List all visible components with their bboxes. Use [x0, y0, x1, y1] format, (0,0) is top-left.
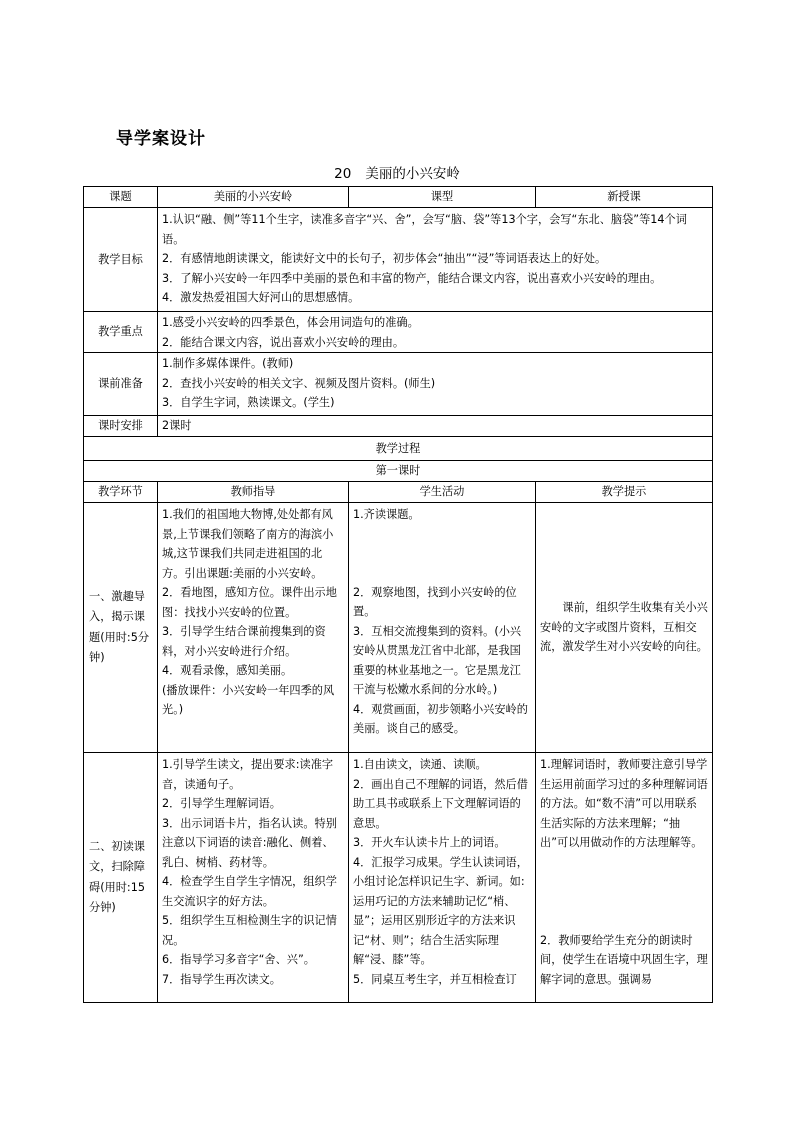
teacher-step: (播放课件：小兴安岭一年四季的风光。) [162, 683, 335, 716]
student-activity [349, 503, 536, 753]
prep-item: 2．查找小兴安岭的相关文字、视频及图片资料。(师生) [162, 376, 436, 390]
teaching-tips [536, 753, 713, 1003]
process-header-row [84, 482, 713, 503]
page-heading: 导学案设计 [116, 129, 206, 149]
header-teacher: 教师指导 [158, 482, 349, 503]
student-activity [349, 753, 536, 1003]
type-value: 新授课 [536, 187, 713, 208]
teacher-step: 1.我们的祖国地大物博,处处都有风景,上节课我们领略了南方的海滨小城,这节课我们共同走进祖国的北方。引出课题:美丽的小兴安岭。 [162, 508, 334, 580]
student-step: 4．汇报学习成果。学生认读词语，小组讨论怎样识记生字、新词。如:运用巧记的方法来辅助记忆“梢、显”；运用区别形近字的方法来识记“材、则”；结合生活实际理解“浸、膝”等。 [353, 855, 528, 966]
header-student: 学生活动 [349, 482, 536, 503]
teaching-tips [536, 503, 713, 753]
student-step: 2．画出自己不理解的词语，然后借助工具书或联系上下文理解词语的意思。 [353, 777, 528, 830]
student-step: 3．开火车认读卡片上的词语。 [353, 836, 506, 849]
prep-cell [158, 353, 713, 416]
lesson-title [0, 162, 794, 182]
goal-item: 3．了解小兴安岭一年四季中美丽的景色和丰富的物产，能结合课文内容，说出喜欢小兴安岭的理由。 [162, 271, 662, 285]
teacher-step: 7．指导学生再次读文。 [162, 972, 281, 986]
key-label: 教学重点 [84, 312, 158, 353]
tip-item: 1.理解词语时，教师要注意引导学生运用前面学习过的多种理解词语的方法。如“数不清”可以用联系生活实际的方法来理解；“抽出”可以用做动作的方法理解等。 [540, 758, 708, 849]
teacher-step: 4．检查学生自学生字情况，组织学生交流识字的好方法。 [162, 875, 337, 908]
lesson-number: 20 [334, 166, 352, 182]
lesson-name: 美丽的小兴安岭 [365, 166, 460, 182]
lesson-plan-table [83, 186, 713, 1003]
prep-label: 课前准备 [84, 353, 158, 416]
course-value: 美丽的小兴安岭 [158, 187, 349, 208]
prep-row [84, 353, 713, 416]
key-row [84, 312, 713, 353]
header-tips: 教学提示 [536, 482, 713, 503]
teacher-step: 1.引导学生读文，提出要求:读准字音，读通句子。 [162, 758, 334, 791]
teacher-step: 6．指导学习多音字“舍、兴”。 [162, 953, 315, 966]
process-title-row [84, 437, 713, 461]
teacher-guidance [158, 503, 349, 753]
type-label: 课型 [349, 187, 536, 208]
period-title: 第一课时 [84, 461, 713, 482]
student-step: 2．观察地图，找到小兴安岭的位置。 [353, 585, 517, 618]
teacher-step: 3．出示词语卡片，指名认读。特别注意以下词语的读音:融化、侧着、乳白、树梢、药材等。 [162, 816, 337, 869]
teacher-step: 4．观看录像，感知美丽。 [162, 664, 293, 677]
prep-item: 1.制作多媒体课件。(教师) [162, 357, 294, 370]
process-title: 教学过程 [84, 437, 713, 461]
period-row [84, 461, 713, 482]
teacher-step: 5．组织学生互相检测生字的识记情况。 [162, 914, 337, 947]
goal-item: 2．有感情地朗读课文，能读好文中的长句子，初步体会“抽出”“浸”等词语表达上的好处。 [162, 252, 607, 265]
tip-item: 2．教师要给学生充分的朗读时间，使学生在语境中巩固生字，理解字词的意思。强调易 [540, 933, 708, 986]
prep-item: 3．自学生字词，熟读课文。(学生) [162, 396, 335, 409]
teacher-step: 2．引导学生理解词语。 [162, 797, 281, 810]
course-label: 课题 [84, 187, 158, 208]
student-step: 1.自由读文，读通、读顺。 [353, 758, 487, 771]
key-cell [158, 312, 713, 353]
goal-item: 4．激发热爱祖国大好河山的思想感情。 [162, 291, 360, 304]
student-step: 5．同桌互考生字，并互相检查订 [353, 972, 517, 986]
teacher-guidance [158, 753, 349, 1003]
stage-row-1 [84, 503, 713, 753]
goals-label: 教学目标 [84, 208, 158, 312]
student-step: 3．互相交流搜集到的资料。(小兴安岭从贯黑龙江省中北部，是我国重要的林业基地之一。它是黑龙江干流与松嫩水系间的分水岭。) [353, 624, 522, 696]
time-value: 2课时 [158, 416, 713, 437]
goal-item: 1.认识“融、侧”等11个生字，读准多音字“兴、舍”，会写“脑、袋”等13个字，会写“东北、脑袋”等14个词语。 [162, 213, 687, 246]
time-label: 课时安排 [84, 416, 158, 437]
key-item: 1.感受小兴安岭的四季景色，体会用词造句的准确。 [162, 316, 419, 329]
header-stage: 教学环节 [84, 482, 158, 503]
tip-item: 课前，组织学生收集有关小兴安岭的文字或图片资料，互相交流，激发学生对小兴安岭的向往。 [540, 601, 708, 654]
teacher-step: 2．看地图，感知方位。课件出示地图：找找小兴安岭的位置。 [162, 586, 337, 619]
student-step: 4．观赏画面，初步领略小兴安岭的美丽。谈自己的感受。 [353, 702, 528, 735]
key-item: 2．能结合课文内容，说出喜欢小兴安岭的理由。 [162, 335, 405, 349]
stage-row-2 [84, 753, 713, 1003]
student-step: 1.齐读课题。 [353, 508, 420, 521]
time-row [84, 416, 713, 437]
goals-cell [158, 208, 713, 312]
course-row [84, 187, 713, 208]
teacher-step: 3．引导学生结合课前搜集到的资料，对小兴安岭进行介绍。 [162, 625, 326, 658]
stage-name: 二、初读课文，扫除障碍(用时:15分钟) [84, 753, 158, 1003]
goals-row [84, 208, 713, 312]
stage-name: 一、激趣导入，揭示课题(用时:5分钟) [84, 503, 158, 753]
